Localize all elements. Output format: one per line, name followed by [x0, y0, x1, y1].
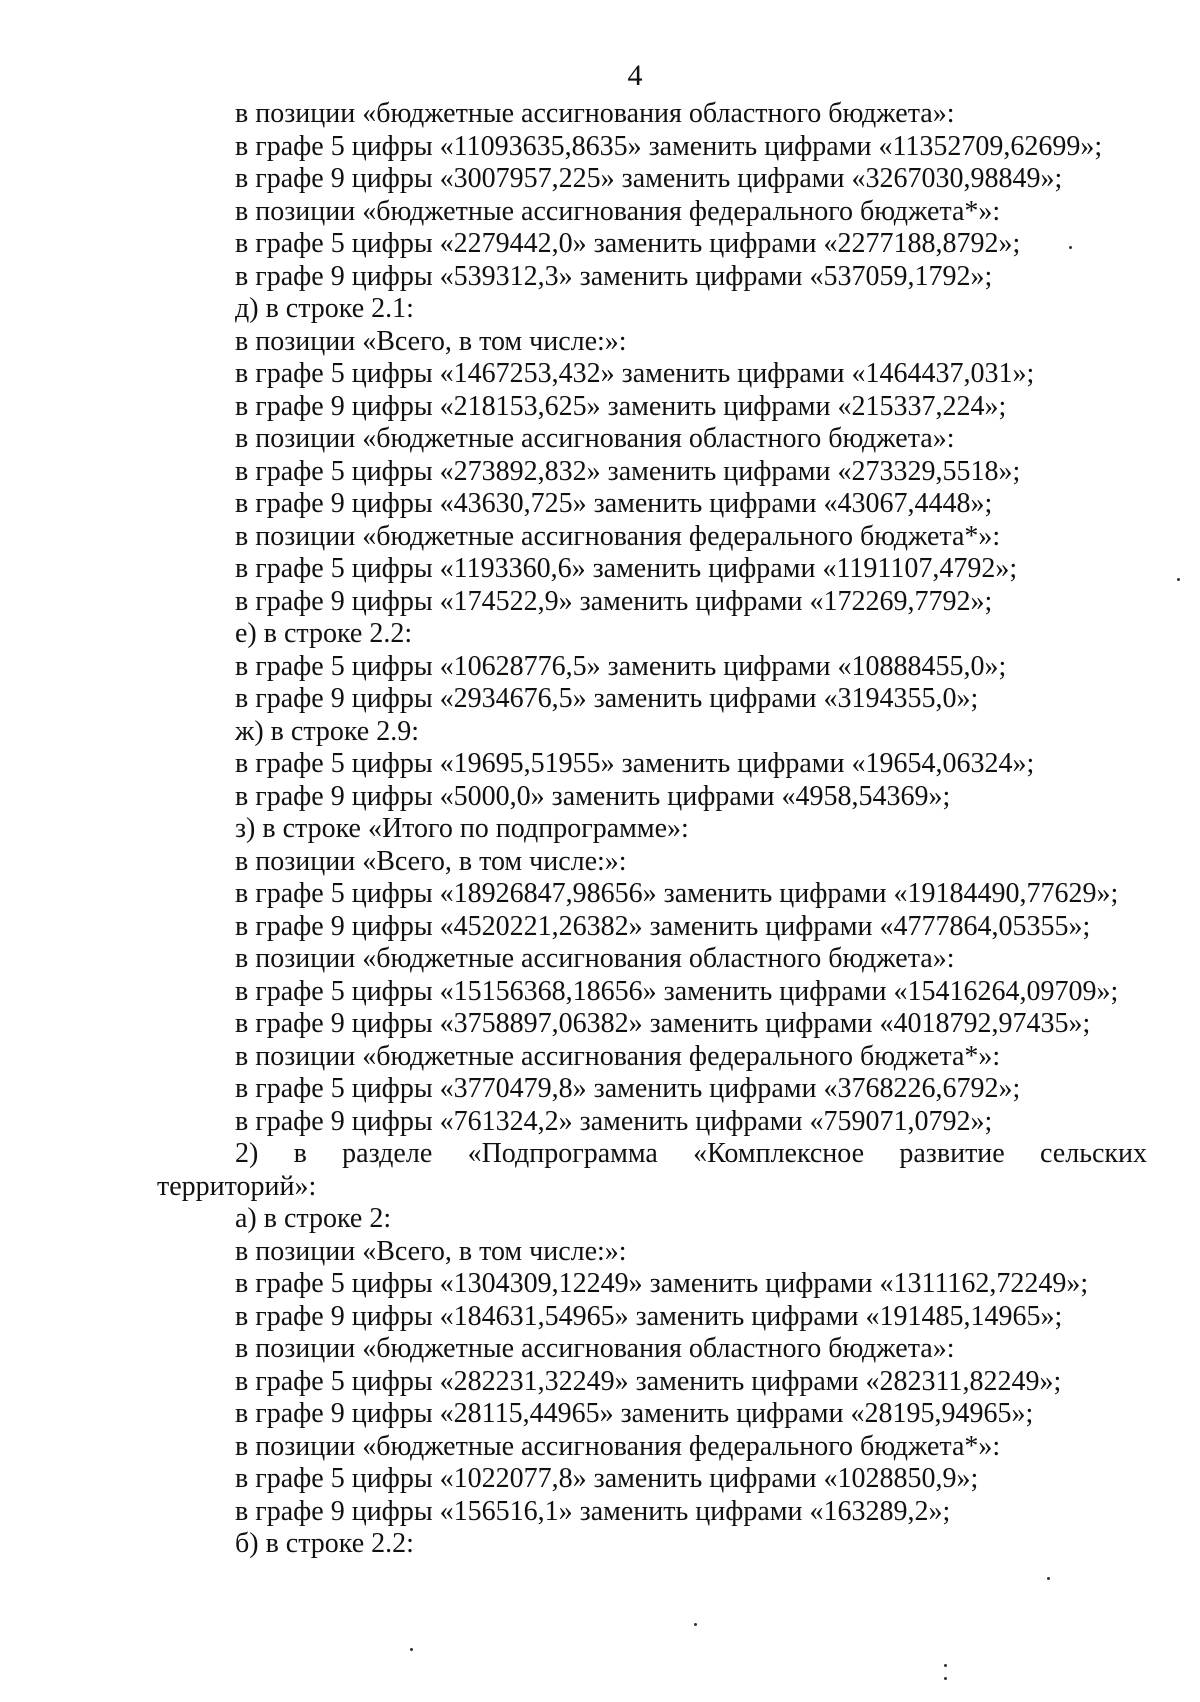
text-line: в графе 5 цифры «273892,832» заменить цифрами «273329,5518»; [235, 455, 1021, 487]
text-line: в графе 5 цифры «282231,32249» заменить цифрами «282311,82249»; [235, 1365, 1062, 1397]
text-line: в графе 9 цифры «218153,625» заменить цифрами «215337,224»; [235, 390, 1007, 422]
text-line: в графе 9 цифры «2934676,5» заменить цифрами «3194355,0»; [235, 683, 979, 714]
text-line: д) в строке 2.1: [235, 293, 414, 324]
scan-speck [1069, 246, 1072, 249]
text-line: в графе 9 цифры «3758897,06382» заменить цифрами «4018792,97435»; [235, 1008, 1091, 1039]
text-line: в графе 5 цифры «11093635,8635» заменить цифрами «11352709,62699»; [235, 130, 1103, 162]
text-line: в позиции «Всего, в том числе:»: [235, 325, 627, 357]
text-line: в графе 9 цифры «174522,9» заменить цифрами «172269,7792»; [235, 585, 993, 617]
text-line: в графе 5 цифры «18926847,98656» заменить цифрами «19184490,77629»; [235, 878, 1119, 909]
text-line: в графе 5 цифры «1304309,12249» заменить цифрами «1311162,72249»; [235, 1268, 1089, 1299]
text-line: в позиции «бюджетные ассигнования областного бюджета»: [235, 98, 955, 129]
scan-speck [1177, 578, 1180, 581]
text-line: в графе 9 цифры «539312,3» заменить цифрами «537059,1792»; [235, 260, 993, 292]
text-line: в графе 5 цифры «10628776,5» заменить цифрами «10888455,0»; [235, 650, 1007, 682]
text-line: в графе 5 цифры «3770479,8» заменить цифрами «3768226,6792»; [235, 1073, 1021, 1104]
scan-speck [410, 1648, 413, 1651]
text-line: а) в строке 2: [235, 1203, 392, 1234]
text-line: з) в строке «Итого по подпрограмме»: [235, 813, 689, 844]
text-line: в графе 9 цифры «3007957,225» заменить цифрами «3267030,98849»; [235, 163, 1063, 194]
text-line: в графе 5 цифры «1022077,8» заменить цифрами «1028850,9»; [235, 1463, 979, 1494]
text-line: в позиции «бюджетные ассигнования федерального бюджета*»: [235, 195, 1001, 227]
text-line: в графе 5 цифры «19695,51955» заменить цифрами «19654,06324»; [235, 748, 1035, 779]
text-line: в позиции «бюджетные ассигнования областного бюджета»: [235, 423, 955, 454]
text-line: территорий»: [157, 1170, 317, 1202]
text-line: в графе 5 цифры «1467253,432» заменить цифрами «1464437,031»; [235, 358, 1035, 389]
text-line: в графе 9 цифры «761324,2» заменить цифрами «759071,0792»; [235, 1105, 993, 1137]
scan-speck [944, 1677, 947, 1680]
scan-speck [1047, 1577, 1050, 1580]
text-line: в графе 9 цифры «156516,1» заменить цифрами «163289,2»; [235, 1495, 951, 1527]
text-line: в позиции «бюджетные ассигнования федерального бюджета*»: [235, 1040, 1001, 1072]
text-line: в графе 5 цифры «15156368,18656» заменить цифрами «15416264,09709»; [235, 975, 1119, 1007]
page-number: 4 [627, 59, 643, 92]
text-line: в позиции «бюджетные ассигнования федерального бюджета*»: [235, 520, 1001, 552]
text-line: в графе 9 цифры «5000,0» заменить цифрами «4958,54369»; [235, 780, 951, 812]
document-body [157, 98, 1147, 1561]
scan-speck [944, 1664, 947, 1667]
text-line: в графе 9 цифры «184631,54965» заменить цифрами «191485,14965»; [235, 1300, 1063, 1332]
text-line: в графе 9 цифры «43630,725» заменить цифрами «43067,4448»; [235, 488, 993, 519]
text-line: в позиции «Всего, в том числе:»: [235, 845, 627, 877]
text-line: в графе 5 цифры «2279442,0» заменить цифрами «2277188,8792»; [235, 228, 1021, 259]
text-line: в позиции «бюджетные ассигнования областного бюджета»: [235, 943, 955, 974]
text-line: е) в строке 2.2: [235, 618, 413, 649]
text-line: в графе 9 цифры «4520221,26382» заменить цифрами «4777864,05355»; [235, 910, 1091, 942]
text-line: в графе 9 цифры «28115,44965» заменить цифрами «28195,94965»; [235, 1398, 1034, 1429]
text-line: в графе 5 цифры «1193360,6» заменить цифрами «1191107,4792»; [235, 553, 1018, 584]
text-line: в позиции «бюджетные ассигнования федерального бюджета*»: [235, 1430, 1001, 1462]
text-line: в позиции «Всего, в том числе:»: [235, 1235, 627, 1267]
text-line: в позиции «бюджетные ассигнования областного бюджета»: [235, 1333, 955, 1364]
text-line: 2) в разделе «Подпрограмма «Комплексное развитие сельских [235, 1138, 1147, 1169]
text-line: ж) в строке 2.9: [235, 715, 420, 747]
scan-speck [694, 1623, 697, 1626]
text-line: б) в строке 2.2: [235, 1528, 414, 1559]
